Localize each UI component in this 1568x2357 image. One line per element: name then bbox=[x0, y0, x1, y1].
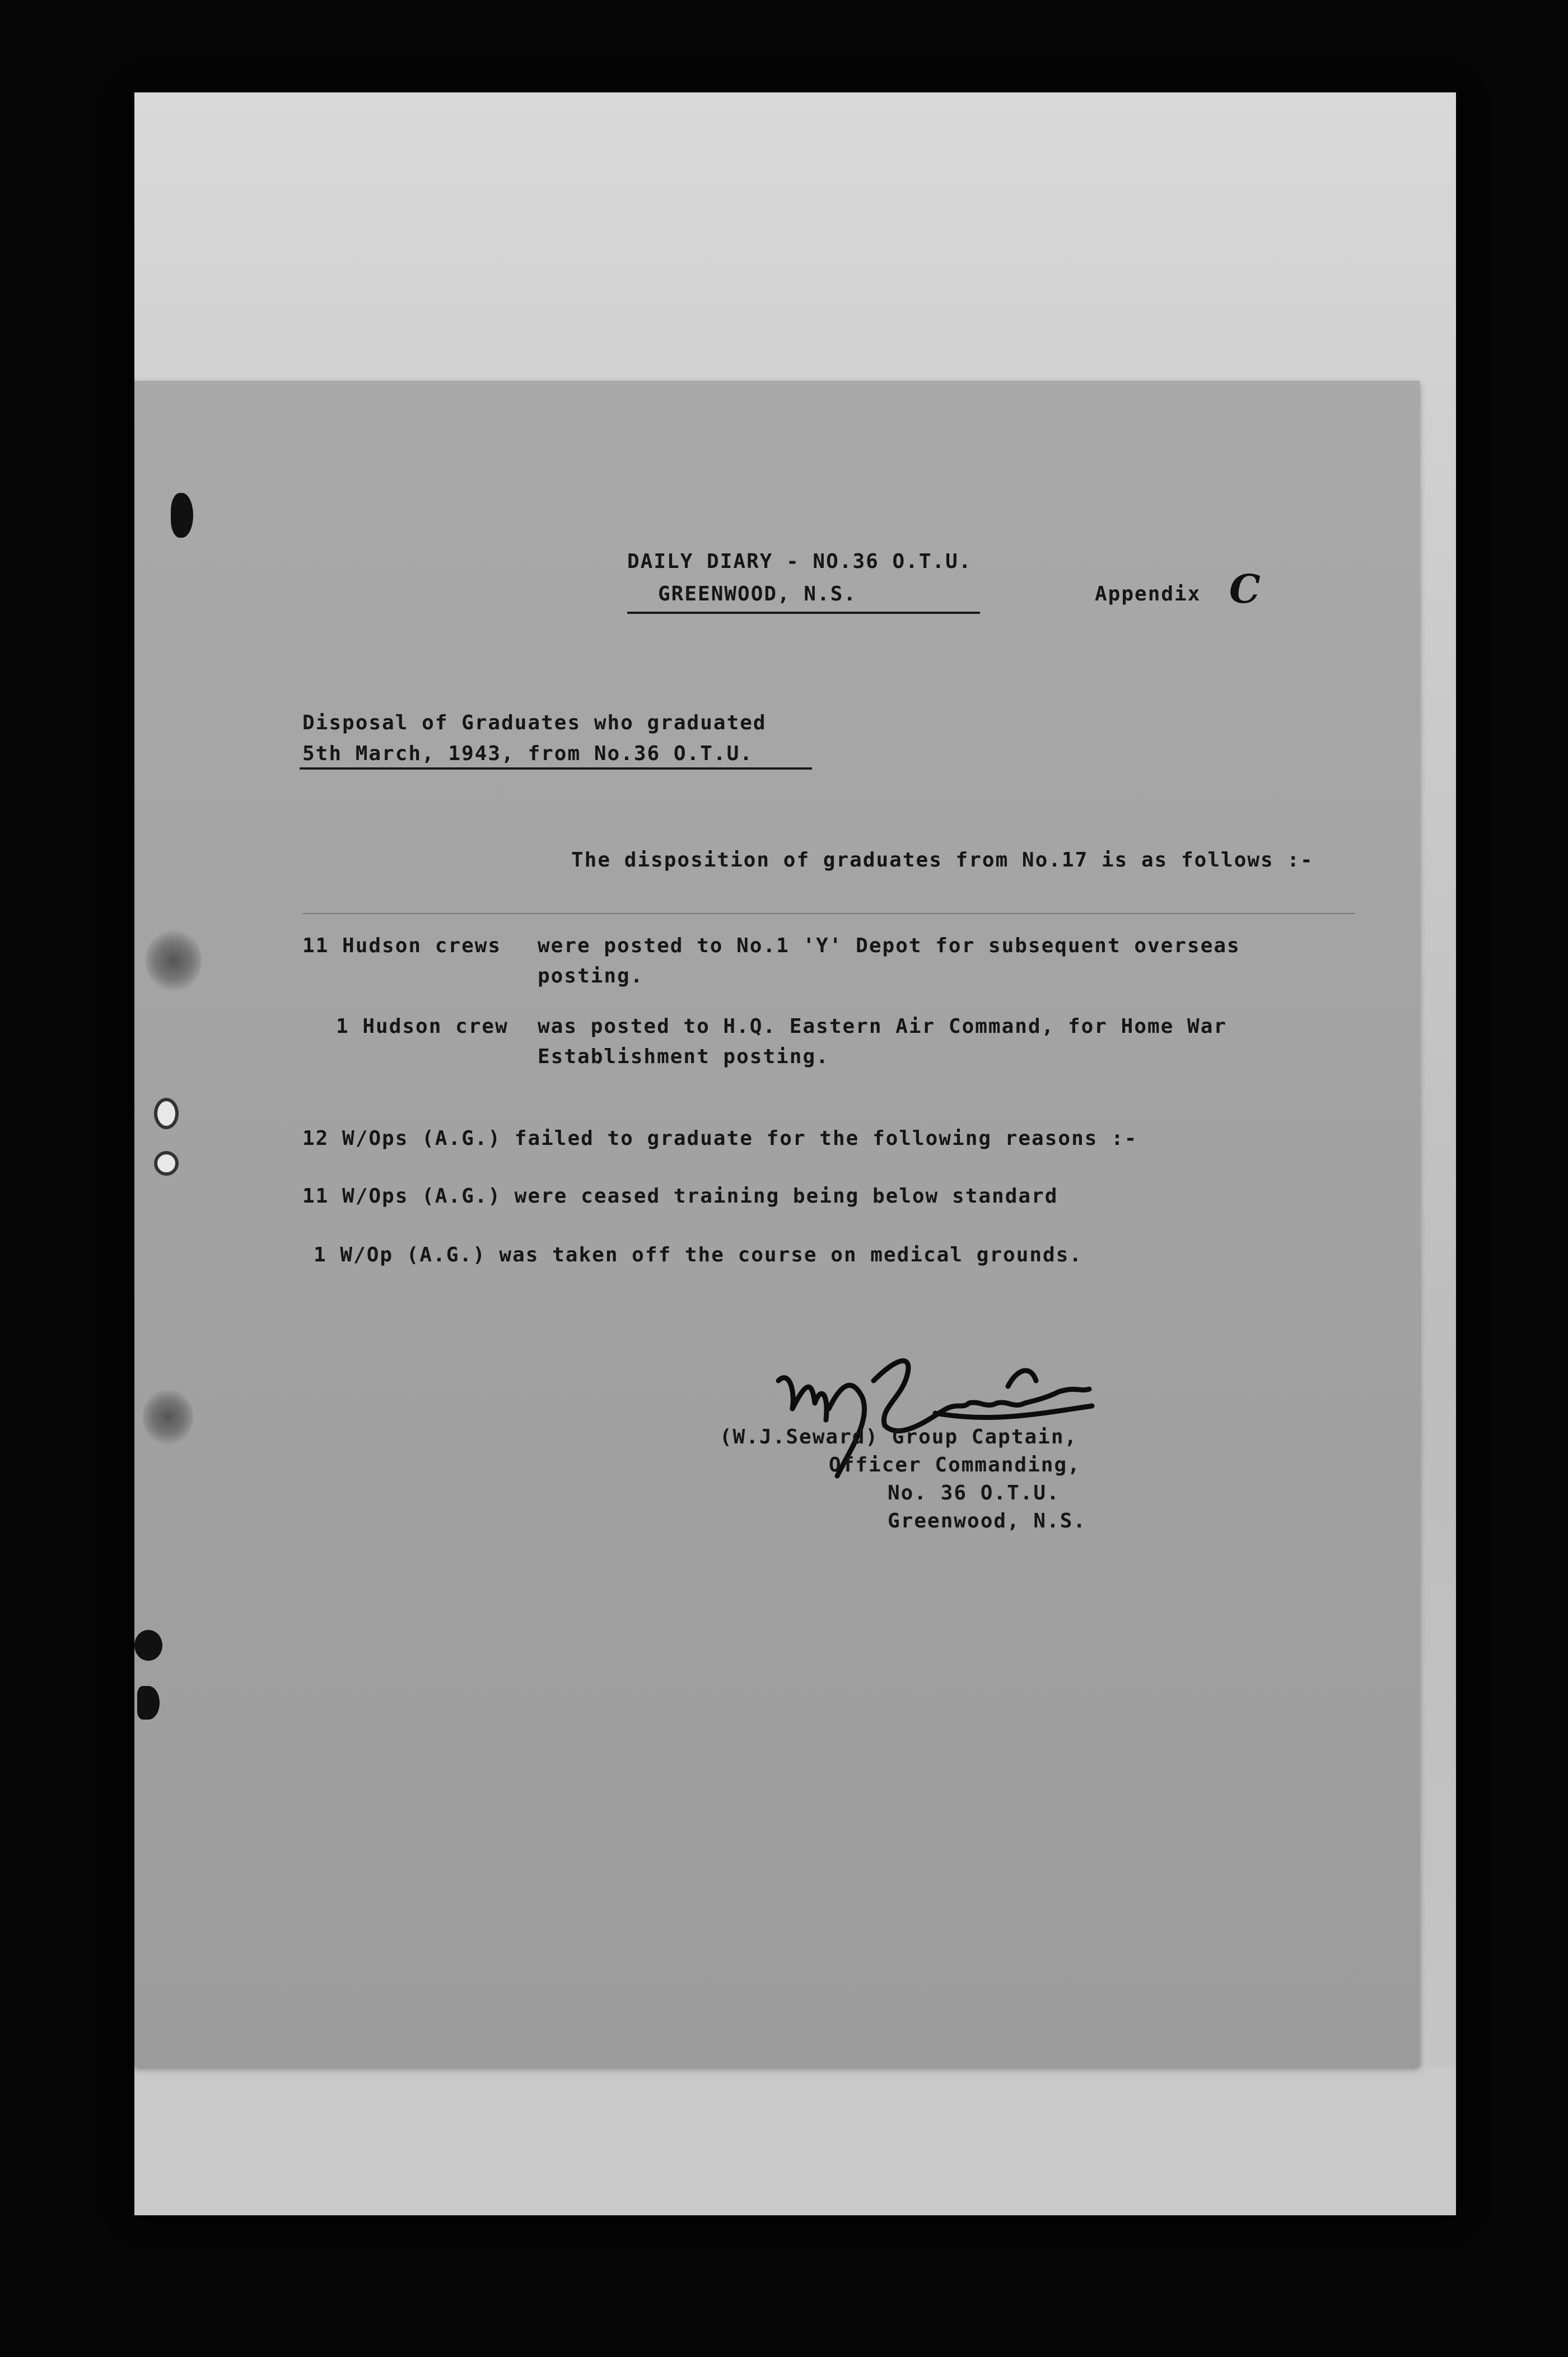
diary-title: DAILY DIARY - NO.36 O.T.U. bbox=[627, 550, 972, 573]
entry-1-line-2: posting. bbox=[538, 965, 644, 987]
signature-location: Greenwood, N.S. bbox=[888, 1510, 1087, 1532]
page-smudge-1 bbox=[146, 930, 202, 991]
entry-1-label: 11 Hudson crews bbox=[302, 934, 502, 957]
binder-hole-top bbox=[171, 493, 193, 538]
binder-hole-lower bbox=[154, 1151, 179, 1176]
failures-reason-1: 11 W/Ops (A.G.) were ceased training being below standard bbox=[302, 1185, 1058, 1208]
binder-hole-bottom-2 bbox=[137, 1686, 160, 1720]
intro-rule bbox=[302, 913, 1355, 914]
location-underline bbox=[627, 612, 980, 614]
appendix-label: Appendix bbox=[1095, 583, 1201, 605]
subject-underline bbox=[300, 767, 812, 770]
entry-2-line-2: Establishment posting. bbox=[538, 1045, 829, 1068]
binder-hole-bottom-1 bbox=[134, 1630, 162, 1661]
subject-line-1: Disposal of Graduates who graduated bbox=[302, 711, 767, 734]
signature-unit: No. 36 O.T.U. bbox=[888, 1482, 1060, 1504]
failures-summary: 12 W/Ops (A.G.) failed to graduate for the following reasons :- bbox=[302, 1127, 1138, 1150]
document-page bbox=[134, 381, 1420, 2067]
intro-text: The disposition of graduates from No.17 is as follows :- bbox=[571, 849, 1314, 872]
entry-1-line-1: were posted to No.1 'Y' Depot for subsequent overseas bbox=[538, 934, 1240, 957]
failures-reason-2: 1 W/Op (A.G.) was taken off the course on medical grounds. bbox=[314, 1243, 1083, 1266]
backing-sheet-bottom bbox=[134, 2067, 1456, 2215]
page-smudge-2 bbox=[143, 1389, 193, 1445]
subject-line-2: 5th March, 1943, from No.36 O.T.U. bbox=[302, 742, 753, 765]
diary-location: GREENWOOD, N.S. bbox=[658, 583, 857, 605]
appendix-letter: C bbox=[1229, 566, 1261, 612]
entry-2-label: 1 Hudson crew bbox=[336, 1015, 508, 1038]
signature-title: Officer Commanding, bbox=[829, 1454, 1081, 1476]
entry-2-line-1: was posted to H.Q. Eastern Air Command, for Home War bbox=[538, 1015, 1228, 1038]
signature-name-rank: (W.J.Seward) Group Captain, bbox=[720, 1426, 1078, 1448]
binder-hole-upper bbox=[154, 1098, 179, 1129]
